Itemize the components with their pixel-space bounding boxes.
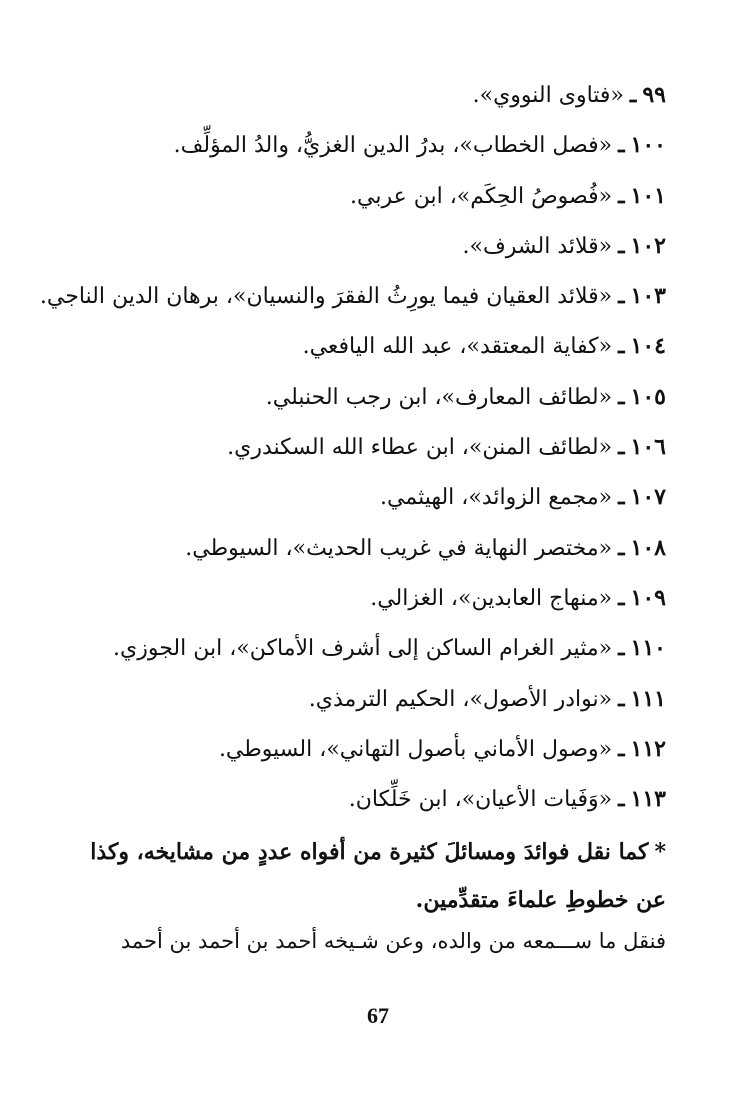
asterisk-marker: * — [654, 839, 666, 865]
entry-text: «كفاية المعتقد»، عبد الله اليافعي. — [302, 334, 613, 360]
list-item — [66, 778, 666, 828]
entry-number: ١١٣ — [630, 786, 666, 813]
list-item — [66, 426, 666, 476]
entry-number: ١٠٣ — [630, 283, 666, 310]
entry-number: ١٠٢ — [630, 232, 666, 259]
page-number: 67 — [367, 1003, 389, 1028]
list-item — [66, 325, 666, 375]
entry-separator: ـ — [618, 534, 625, 561]
list-item — [66, 124, 666, 174]
entry-text: «فُصوصُ الحِكَم»، ابن عربي. — [350, 183, 613, 209]
entry-number: ١١١ — [630, 685, 666, 712]
entry-separator: ـ — [618, 786, 625, 813]
entry-number: ١٠٧ — [630, 484, 666, 511]
entry-separator: ـ — [618, 735, 625, 762]
entry-separator: ـ — [618, 484, 625, 511]
entry-text: «منهاج العابدين»، الغزالي. — [370, 585, 613, 611]
entry-text: «لطائف المعارف»، ابن رجب الحنبلي. — [265, 384, 613, 410]
entry-separator: ـ — [618, 283, 625, 310]
entry-text: «مجمع الزوائد»، الهيثمي. — [380, 485, 613, 511]
list-item — [66, 376, 666, 426]
entry-text: «قلائد العقيان فيما يورِثُ الفقرَ والنسيان»، برهان الدين الناجي. — [39, 284, 613, 310]
list-item — [66, 175, 666, 225]
entry-text: «وَفَيات الأعيان»، ابن خَلِّكان. — [348, 787, 613, 813]
entry-separator: ـ — [618, 685, 625, 712]
entry-number: ١٠٨ — [630, 534, 666, 561]
list-item — [66, 678, 666, 728]
list-item — [66, 74, 666, 124]
list-item — [66, 728, 666, 778]
entry-number: ١٠٩ — [630, 584, 666, 611]
list-item — [39, 275, 666, 325]
note-text: كما نقل فوائدَ ومسائلَ كثيرة من أفواه عددٍ من مشايخه، وكذا عن خطوطِ علماءَ متقدِّمين. — [90, 839, 666, 913]
entry-separator: ـ — [618, 584, 625, 611]
bold-note-paragraph — [76, 828, 666, 924]
list-item — [66, 225, 666, 275]
entry-separator: ـ — [618, 232, 625, 259]
entry-text: «فصل الخطاب»، بدرُ الدين الغزيُّ، والدُ المؤلِّف. — [173, 133, 613, 159]
entry-number: ١٠٤ — [630, 333, 666, 360]
entry-text: «لطائف المنن»، ابن عطاء الله السكندري. — [227, 435, 613, 461]
entry-number: ١١٢ — [630, 735, 666, 762]
entry-text: «مختصر النهاية في غريب الحديث»، السيوطي. — [185, 535, 613, 561]
list-item — [66, 476, 666, 526]
entry-separator: ـ — [618, 333, 625, 360]
entry-text: «قلائد الشرف». — [462, 233, 613, 259]
entry-separator: ـ — [629, 82, 637, 108]
entry-separator: ـ — [618, 132, 625, 159]
entry-separator: ـ — [618, 383, 625, 410]
list-item — [66, 527, 666, 577]
list-item — [66, 627, 666, 677]
entry-text: «نوادر الأصول»، الحكيم الترمذي. — [308, 686, 613, 712]
entry-separator: ـ — [618, 635, 625, 662]
entry-number: ٩٩ — [642, 82, 666, 108]
entry-number: ١٠٥ — [630, 383, 666, 410]
entry-text: «مثير الغرام الساكن إلى أشرف الأماكن»، ابن الجوزي. — [113, 636, 613, 662]
entry-number: ١٠٠ — [630, 132, 666, 159]
entry-text: «فتاوى النووي». — [472, 83, 624, 108]
entry-number: ١٠٦ — [630, 434, 666, 461]
list-item — [66, 577, 666, 627]
entry-text: «وصول الأماني بأصول التهاني»، السيوطي. — [218, 736, 613, 762]
entry-separator: ـ — [618, 182, 625, 209]
entry-number: ١٠١ — [630, 182, 666, 209]
continuation-paragraph: فنقل ما ســـمعه من والده، وعن شـيخه أحمد بن أحمد بن أحمد — [120, 929, 666, 953]
entry-separator: ـ — [618, 434, 625, 461]
bibliography-list — [39, 74, 666, 828]
entry-number: ١١٠ — [630, 635, 666, 662]
